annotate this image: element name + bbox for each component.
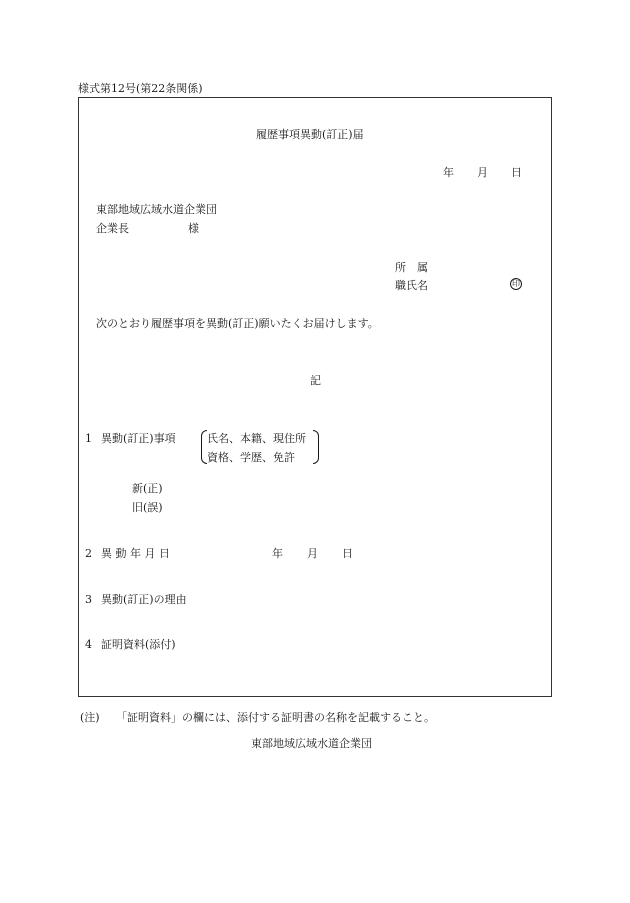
date-year-label: 年 [443, 166, 454, 179]
ki-heading: 記 [310, 374, 321, 387]
form-title: 履歴事項異動(訂正)届 [256, 128, 364, 141]
item-1-old-label: 旧(誤) [132, 501, 163, 514]
item-4-label: 証明資料(添付) [101, 638, 176, 651]
item-2-label: 異 動 年 月 日 [101, 547, 170, 560]
form-box [78, 97, 552, 697]
item-2-day: 日 [342, 547, 353, 560]
affiliation-label: 所 属 [395, 261, 428, 274]
item-1-options-line2: 資格、学歴、免許 [207, 451, 295, 464]
item-1-number: 1 [85, 432, 92, 445]
seal-icon: 印 [512, 279, 520, 288]
date-day-label: 日 [511, 166, 522, 179]
item-1-options-line1: 氏名、本籍、現住所 [207, 432, 306, 445]
item-1-new-label: 新(正) [132, 482, 163, 495]
item-2-month: 月 [307, 547, 318, 560]
item-4-number: 4 [85, 638, 92, 651]
note-marker: (注) [80, 711, 100, 724]
name-label: 職氏名 [395, 279, 428, 292]
item-2-number: 2 [85, 547, 92, 560]
item-3-label: 異動(訂正)の理由 [101, 593, 187, 606]
item-2-year: 年 [272, 547, 283, 560]
addressee-honorific: 様 [188, 222, 199, 235]
item-1-label: 異動(訂正)事項 [101, 432, 176, 445]
note-text: 「証明資料」の欄には、添付する証明書の名称を記載すること。 [116, 711, 435, 724]
footer-org: 東部地域広域水道企業団 [251, 737, 372, 750]
item-3-number: 3 [85, 593, 92, 606]
form-number: 様式第12号(第22条関係) [78, 82, 203, 95]
intro-text: 次のとおり履歴事項を異動(訂正)願いたくお届けします。 [96, 317, 379, 330]
right-bracket [313, 430, 319, 464]
addressee-org: 東部地域広域水道企業団 [96, 203, 217, 216]
addressee-position: 企業長 [96, 222, 129, 235]
date-month-label: 月 [477, 166, 488, 179]
